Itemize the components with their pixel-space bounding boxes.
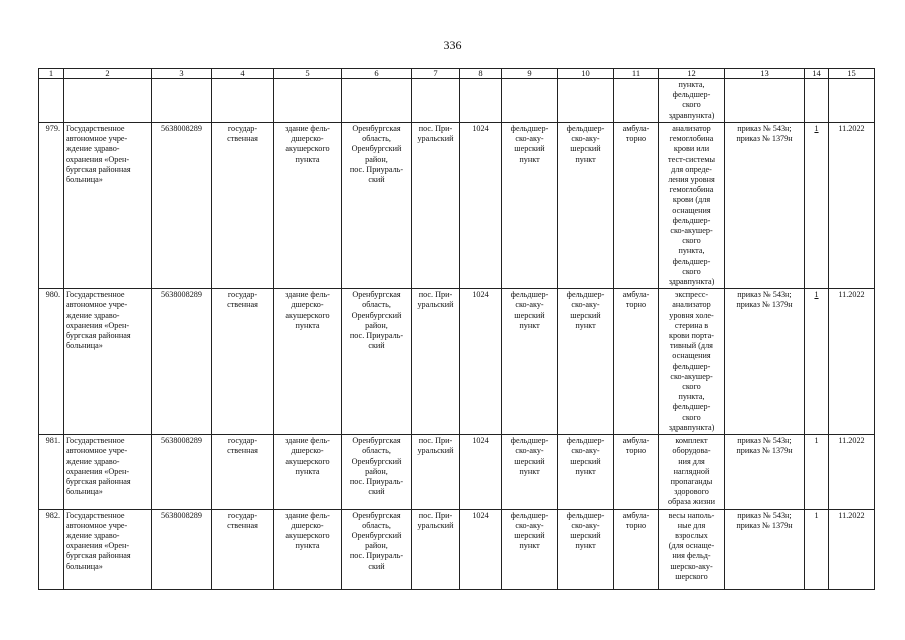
care-form-cell: амбула- торно [614, 123, 659, 289]
inn-cell: 5638008289 [152, 435, 212, 509]
unit-type-cell: фельдшер- ско-аку- шерский пункт [502, 509, 558, 589]
table-row [39, 289, 875, 435]
population-cell: 1024 [460, 509, 502, 589]
table-row [39, 509, 875, 589]
unit-type-cell: фельдшер- ско-аку- шерский пункт [502, 123, 558, 289]
column-number: 3 [152, 69, 212, 79]
address-cell: Оренбургская область, Оренбургский район, пос. Приураль- ский [342, 289, 412, 435]
ownership-cell: государ- ственная [212, 509, 274, 589]
ownership-cell: государ- ственная [212, 123, 274, 289]
unit-type-cell: фельдшер- ско-аку- шерский пункт [558, 123, 614, 289]
quantity-cell: 1 [805, 123, 829, 289]
building-cell: здание фель- дшерско- акушерского пункта [274, 289, 342, 435]
column-number: 14 [805, 69, 829, 79]
row-number-cell: 981. [39, 435, 64, 509]
continuation-row [39, 79, 875, 123]
inn-cell: 5638008289 [152, 509, 212, 589]
column-number: 12 [659, 69, 725, 79]
column-number: 6 [342, 69, 412, 79]
organization-cell: Государственное автономное учре- ждение здраво- охранения «Орен- бургская районная больница» [64, 123, 152, 289]
column-number: 11 [614, 69, 659, 79]
equipment-cell: анализатор гемоглобина крови или тест-системы для опреде- ления уровня гемоглобина крови (для оснащения фельдшер- ско-акушер- ского пункта, фельдшер- ского здравпункта) [659, 123, 725, 289]
unit-type-cell: фельдшер- ско-аку- шерский пункт [558, 509, 614, 589]
population-cell: 1024 [460, 123, 502, 289]
address-cell: Оренбургская область, Оренбургский район, пос. Приураль- ский [342, 123, 412, 289]
orders-cell: приказ № 543н; приказ № 1379н [725, 123, 805, 289]
row-number-cell: 982. [39, 509, 64, 589]
column-number: 10 [558, 69, 614, 79]
page-number: 336 [443, 38, 462, 52]
ownership-cell: государ- ственная [212, 289, 274, 435]
table-row [39, 123, 875, 289]
column-number: 2 [64, 69, 152, 79]
registry-table [38, 68, 875, 590]
organization-cell: Государственное автономное учре- ждение здраво- охранения «Орен- бургская районная больница» [64, 289, 152, 435]
building-cell: здание фель- дшерско- акушерского пункта [274, 509, 342, 589]
orders-cell: приказ № 543н; приказ № 1379н [725, 289, 805, 435]
date-cell: 11.2022 [829, 289, 875, 435]
row-number-cell: 979. [39, 123, 64, 289]
building-cell: здание фель- дшерско- акушерского пункта [274, 123, 342, 289]
column-number-row [39, 69, 875, 79]
orders-cell: приказ № 543н; приказ № 1379н [725, 509, 805, 589]
address-cell: Оренбургская область, Оренбургский район, пос. Приураль- ский [342, 509, 412, 589]
care-form-cell: амбула- торно [614, 509, 659, 589]
unit-type-cell: фельдшер- ско-аку- шерский пункт [502, 435, 558, 509]
ownership-cell: государ- ственная [212, 435, 274, 509]
care-form-cell: амбула- торно [614, 435, 659, 509]
population-cell: 1024 [460, 435, 502, 509]
inn-cell: 5638008289 [152, 123, 212, 289]
quantity-cell: 1 [805, 509, 829, 589]
column-number: 9 [502, 69, 558, 79]
orders-cell: приказ № 543н; приказ № 1379н [725, 435, 805, 509]
table-row [39, 435, 875, 509]
column-number: 7 [412, 69, 460, 79]
equipment-cell: комплект оборудова- ния для наглядной пропаганды здорового образа жизни [659, 435, 725, 509]
settlement-cell: пос. При- уральский [412, 123, 460, 289]
building-cell: здание фель- дшерско- акушерского пункта [274, 435, 342, 509]
settlement-cell: пос. При- уральский [412, 289, 460, 435]
population-cell: 1024 [460, 289, 502, 435]
quantity-cell: 1 [805, 435, 829, 509]
unit-type-cell: фельдшер- ско-аку- шерский пункт [558, 289, 614, 435]
column-number: 8 [460, 69, 502, 79]
quantity-cell: 1 [805, 289, 829, 435]
equipment-cell: экспресс- анализатор уровня холе- стерина в крови порта- тивный (для оснащения фельдшер- ско-акушер- ского пункта, фельдшер- ского здравпункта) [659, 289, 725, 435]
column-number: 4 [212, 69, 274, 79]
column-number: 1 [39, 69, 64, 79]
row-number-cell: 980. [39, 289, 64, 435]
unit-type-cell: фельдшер- ско-аку- шерский пункт [558, 435, 614, 509]
date-cell: 11.2022 [829, 509, 875, 589]
equipment-cell: весы наполь- ные для взрослых (для оснаще- ния фельд- шерско-аку- шерского [659, 509, 725, 589]
inn-cell: 5638008289 [152, 289, 212, 435]
organization-cell: Государственное автономное учре- ждение здраво- охранения «Орен- бургская районная больница» [64, 435, 152, 509]
settlement-cell: пос. При- уральский [412, 435, 460, 509]
date-cell: 11.2022 [829, 435, 875, 509]
date-cell: 11.2022 [829, 123, 875, 289]
column-number: 5 [274, 69, 342, 79]
unit-type-cell: фельдшер- ско-аку- шерский пункт [502, 289, 558, 435]
organization-cell: Государственное автономное учре- ждение здраво- охранения «Орен- бургская районная больница» [64, 509, 152, 589]
equipment-cell: пункта, фельдшер- ского здравпункта) [659, 79, 725, 123]
column-number: 15 [829, 69, 875, 79]
address-cell: Оренбургская область, Оренбургский район, пос. Приураль- ский [342, 435, 412, 509]
column-number: 13 [725, 69, 805, 79]
settlement-cell: пос. При- уральский [412, 509, 460, 589]
care-form-cell: амбула- торно [614, 289, 659, 435]
